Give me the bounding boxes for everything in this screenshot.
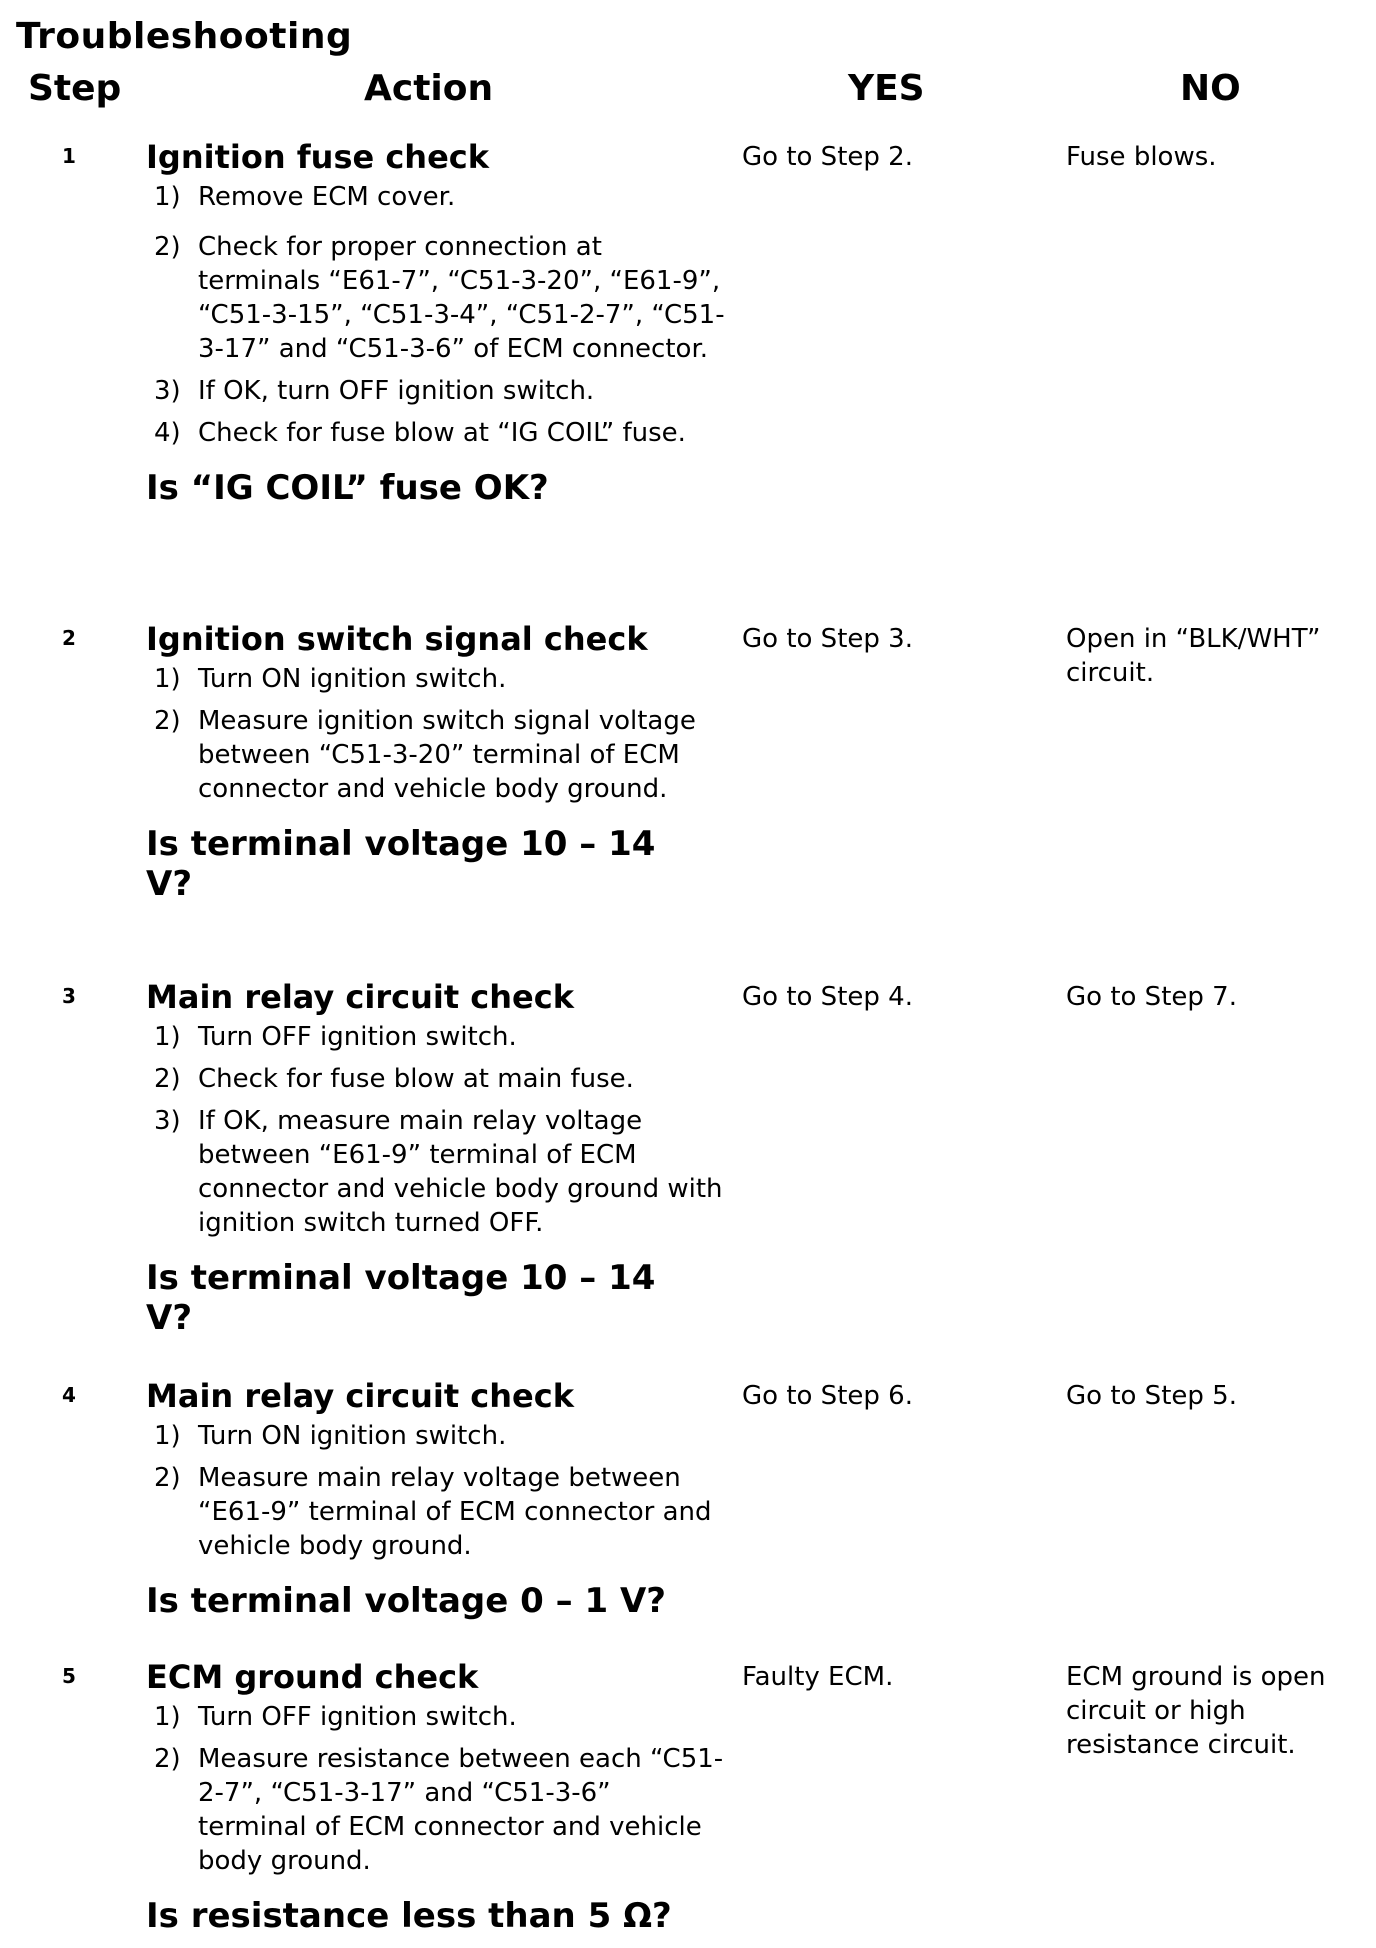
- column-header-no: NO: [1180, 68, 1241, 109]
- substep: [146, 416, 726, 450]
- substep: [146, 662, 726, 696]
- step-question: Is terminal voltage 10 – 14 V?: [146, 1258, 656, 1338]
- step-title: ECM ground check: [146, 1658, 479, 1696]
- substep: [146, 1700, 726, 1734]
- substep-list: [146, 662, 726, 806]
- step-question: Is terminal voltage 10 – 14 V?: [146, 824, 656, 904]
- substep-number: 2): [154, 1064, 181, 1094]
- substep: [146, 1419, 726, 1453]
- no-result: ECM ground is open circuit or high resistance circuit.: [1066, 1662, 1326, 1760]
- no-result: Go to Step 7.: [1066, 982, 1237, 1012]
- substep-number: 1): [154, 182, 181, 212]
- step-action: [146, 620, 726, 904]
- yes-result: Go to Step 6.: [742, 1381, 913, 1411]
- substep: [146, 1062, 726, 1096]
- substep-number: 1): [154, 1421, 181, 1451]
- no-result: Fuse blows.: [1066, 142, 1217, 172]
- substep-text: If OK, turn OFF ignition switch.: [198, 376, 595, 406]
- yes-result: Go to Step 2.: [742, 142, 913, 172]
- step-action: [146, 1658, 726, 1936]
- substep-number: 2): [154, 232, 181, 262]
- no-result: Open in “BLK/WHT” circuit.: [1066, 624, 1321, 688]
- substep: [146, 1742, 726, 1878]
- step-action: [146, 978, 726, 1338]
- substep-number: 3): [154, 1106, 181, 1136]
- substep-text: Measure main relay voltage between “E61-9” terminal of ECM connector and vehicle body ground.: [198, 1463, 712, 1561]
- step-title: Main relay circuit check: [146, 978, 574, 1016]
- yes-result: Go to Step 3.: [742, 624, 913, 654]
- step-question: Is terminal voltage 0 – 1 V?: [146, 1581, 666, 1621]
- step-action: [146, 138, 726, 508]
- substep-text: Turn ON ignition switch.: [198, 664, 507, 694]
- column-header-action: Action: [364, 68, 494, 109]
- step-number: 3: [62, 984, 76, 1008]
- step-number: 1: [62, 144, 76, 168]
- column-header-step: Step: [28, 68, 122, 109]
- substep-text: If OK, measure main relay voltage between “E61-9” terminal of ECM connector and vehicle body ground with ignition switch turned OFF.: [198, 1106, 723, 1238]
- substep-list: [146, 1020, 726, 1240]
- substep-list: [146, 1700, 726, 1878]
- no-result: Go to Step 5.: [1066, 1381, 1237, 1411]
- yes-result: Go to Step 4.: [742, 982, 913, 1012]
- step-question: Is “IG COIL” fuse OK?: [146, 468, 549, 508]
- step-number: 2: [62, 626, 76, 650]
- substep-list: [146, 180, 726, 450]
- substep-number: 1): [154, 1702, 181, 1732]
- step-title: Ignition switch signal check: [146, 620, 648, 658]
- step-question: Is resistance less than 5 Ω?: [146, 1896, 672, 1936]
- substep-text: Turn ON ignition switch.: [198, 1421, 507, 1451]
- substep-text: Check for fuse blow at “IG COIL” fuse.: [198, 418, 686, 448]
- substep: [146, 704, 726, 806]
- substep-number: 3): [154, 376, 181, 406]
- substep: [146, 374, 726, 408]
- substep-list: [146, 1419, 726, 1563]
- substep-number: 1): [154, 1022, 181, 1052]
- step-number: 5: [62, 1664, 76, 1688]
- substep-text: Turn OFF ignition switch.: [198, 1702, 517, 1732]
- substep-text: Check for proper connection at terminals “E61-7”, “C51-3-20”, “E61-9”, “C51-3-15”, “C51-3-4”, “C51-2-7”, “C51-3-17” and “C51-3-6” of ECM connector.: [198, 232, 725, 364]
- substep: [146, 230, 726, 366]
- substep-text: Remove ECM cover.: [198, 182, 456, 212]
- substep-number: 2): [154, 706, 181, 736]
- substep-text: Turn OFF ignition switch.: [198, 1022, 517, 1052]
- substep-number: 2): [154, 1463, 181, 1493]
- substep-number: 1): [154, 664, 181, 694]
- step-title: Ignition fuse check: [146, 138, 490, 176]
- substep: [146, 1104, 726, 1240]
- substep: [146, 1461, 726, 1563]
- step-title: Main relay circuit check: [146, 1377, 574, 1415]
- substep: [146, 1020, 726, 1054]
- step-number: 4: [62, 1383, 76, 1407]
- substep-text: Measure ignition switch signal voltage between “C51-3-20” terminal of ECM connector and vehicle body ground.: [198, 706, 696, 804]
- substep-text: Measure resistance between each “C51-2-7”, “C51-3-17” and “C51-3-6” terminal of ECM connector and vehicle body ground.: [198, 1744, 724, 1876]
- page-title: Troubleshooting: [16, 16, 353, 57]
- column-header-yes: YES: [848, 68, 925, 109]
- substep-number: 2): [154, 1744, 181, 1774]
- substep-text: Check for fuse blow at main fuse.: [198, 1064, 634, 1094]
- substep: [146, 180, 726, 214]
- yes-result: Faulty ECM.: [742, 1662, 894, 1692]
- substep-number: 4): [154, 418, 181, 448]
- step-action: [146, 1377, 726, 1621]
